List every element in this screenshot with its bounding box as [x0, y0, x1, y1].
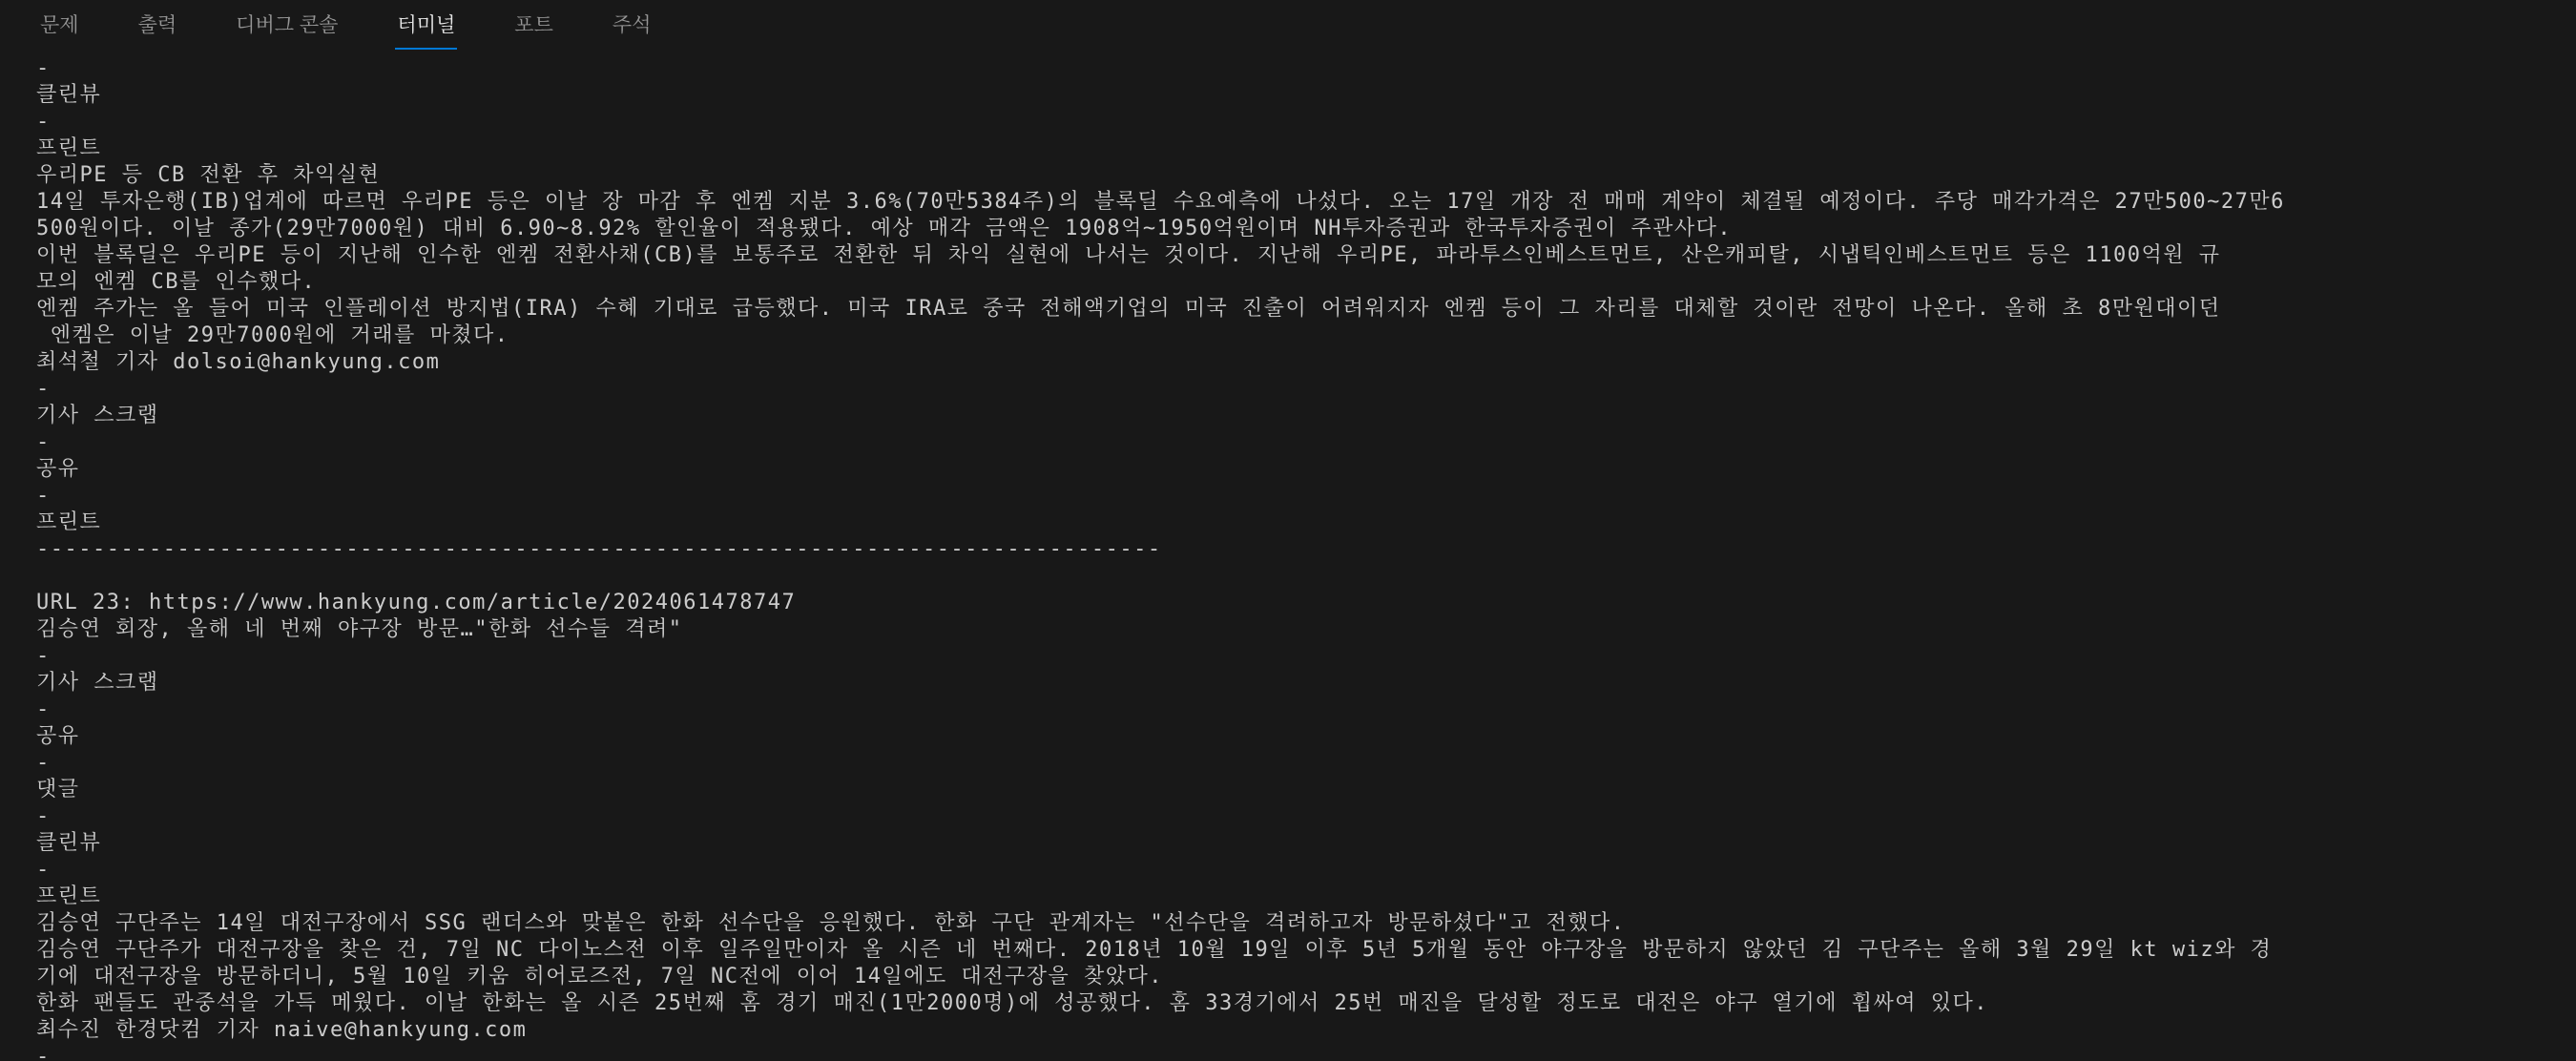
terminal-line: 한화 팬들도 관중석을 가득 메웠다. 이날 한화는 올 시즌 25번째 홈 경기 매진(1만2000명)에 성공했다. 홈 33경기에서 25번 매진을 달성할 정도로 대전은 야구 열기에 휩싸여 있다.	[36, 991, 1988, 1015]
terminal-line: 500원이다. 이날 종가(29만7000원) 대비 6.90~8.92% 할인율이 적용됐다. 예상 매각 금액은 1908억~1950억원이며 NH투자증권과 한국투자증권이 주관사다.	[36, 217, 1733, 240]
terminal-line: -	[36, 110, 51, 134]
terminal-line: -	[36, 697, 51, 721]
terminal-line: 프린트	[36, 136, 102, 160]
terminal-line: 프린트	[36, 510, 102, 534]
terminal-line: 엔켐 주가는 올 들어 미국 인플레이션 방지법(IRA) 수혜 기대로 급등했다. 미국 IRA로 중국 전해액기업의 미국 진출이 어려워지자 엔켐 등이 그 자리를 대체할 것이란 전망이 나온다. 올해 초 8만원대이던	[36, 297, 2221, 321]
terminal-line: 이번 블록딜은 우리PE 등이 지난해 인수한 엔켐 전환사채(CB)를 보통주로 전환한 뒤 차익 실현에 나서는 것이다. 지난해 우리PE, 파라투스인베스트먼트, 산은캐피탈, 시냅틱인베스트먼트 등은 1100억원 규	[36, 243, 2221, 267]
terminal-line: -	[36, 56, 51, 80]
terminal-line: --------------------------------------------------------------------------------	[36, 537, 1162, 561]
terminal-line	[36, 563, 2576, 590]
terminal-line: 댓글	[36, 778, 80, 801]
terminal-line: -	[36, 804, 51, 828]
terminal-viewport[interactable]	[0, 50, 2576, 1061]
terminal-line: -	[36, 644, 51, 668]
terminal-line: 김승연 회장, 올해 네 번째 야구장 방문…"한화 선수들 격려"	[36, 617, 683, 641]
terminal-line: 우리PE 등 CB 전환 후 차익실현	[36, 163, 381, 187]
panel-tab[interactable]: 출력	[137, 14, 177, 36]
terminal-line: -	[36, 1045, 51, 1061]
panel-tab[interactable]: 주석	[612, 14, 652, 36]
terminal-line: 최수진 한경닷컴 기자 naive@hankyung.com	[36, 1018, 528, 1042]
terminal-line: URL 23: https://www.hankyung.com/article/2024061478747	[36, 591, 797, 614]
terminal-line: 14일 투자은행(IB)업계에 따르면 우리PE 등은 이날 장 마감 후 엔켐 지분 3.6%(70만5384주)의 블록딜 수요예측에 나섰다. 오는 17일 개장 전 매매 계약이 체결될 예정이다. 주당 매각가격은 27만500~27만6	[36, 190, 2285, 214]
terminal-line: 기사 스크랩	[36, 671, 159, 695]
terminal-line: 김승연 구단주가 대전구장을 찾은 건, 7일 NC 다이노스전 이후 일주일만이자 올 시즌 네 번째다. 2018년 10월 19일 이후 5년 5개월 동안 야구장을 방문하지 않았던 김 구단주는 올해 3월 29일 kt wiz와 경	[36, 938, 2273, 962]
terminal-line: 프린트	[36, 884, 102, 908]
terminal-line: -	[36, 858, 51, 882]
terminal-line: 공유	[36, 724, 80, 748]
panel-tab[interactable]: 디버그 콘솔	[236, 14, 339, 36]
terminal-line: -	[36, 751, 51, 775]
terminal-line: 공유	[36, 457, 80, 481]
terminal-line: 클린뷰	[36, 83, 102, 107]
terminal-line: 최석철 기자 dolsoi@hankyung.com	[36, 350, 441, 374]
terminal-line: 기사 스크랩	[36, 404, 159, 427]
terminal-line: 엔켐은 이날 29만7000원에 거래를 마쳤다.	[36, 323, 509, 347]
terminal-line: -	[36, 377, 51, 401]
terminal-line: -	[36, 430, 51, 454]
terminal-line: 김승연 구단주는 14일 대전구장에서 SSG 랜더스와 맞붙은 한화 선수단을 응원했다. 한화 구단 관계자는 "선수단을 격려하고자 방문하셨다"고 전했다.	[36, 911, 1626, 935]
terminal-line: -	[36, 484, 51, 508]
panel-tab-bar	[0, 0, 2576, 50]
terminal-line: 모의 엔켐 CB를 인수했다.	[36, 270, 317, 294]
panel-tab[interactable]: 터미널	[395, 0, 457, 50]
terminal-line: 클린뷰	[36, 831, 102, 855]
terminal-line: 기에 대전구장을 방문하더니, 5월 10일 키움 히어로즈전, 7일 NC전에 이어 14일에도 대전구장을 찾았다.	[36, 965, 1163, 988]
panel-tab[interactable]: 문제	[40, 14, 79, 36]
panel-tab[interactable]: 포트	[514, 14, 553, 36]
